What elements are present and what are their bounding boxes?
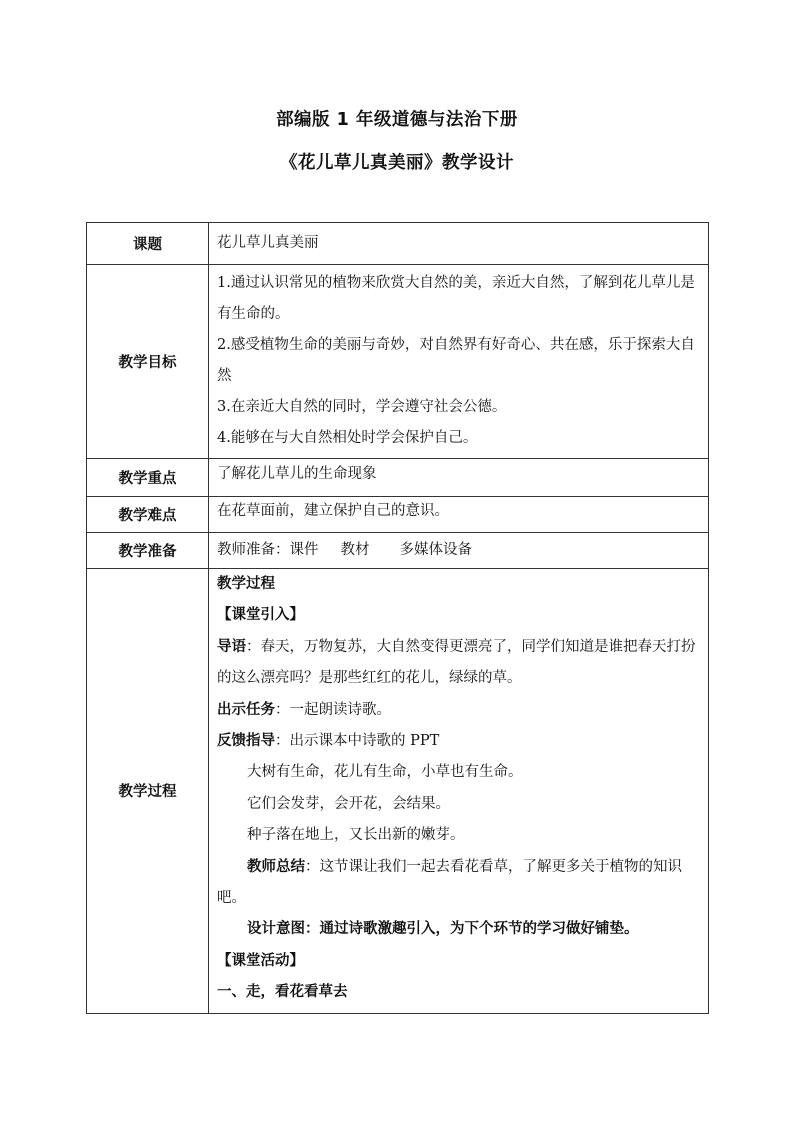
prep-item: 教师准备：课件 xyxy=(217,542,319,558)
prep-item: 多媒体设备 xyxy=(399,542,472,558)
row-topic xyxy=(87,223,709,265)
row-process xyxy=(87,569,709,1014)
value-process xyxy=(209,569,709,1014)
objective-item: 2.感受植物生命的美丽与奇妙，对自然界有好奇心、共在感，乐于探索大自然 xyxy=(217,337,695,384)
activity-heading: 一、走，看花看草去 xyxy=(217,984,348,1001)
poem-line: 大树有生命，花儿有生命，小草也有生命。 xyxy=(247,764,523,781)
label-topic: 课题 xyxy=(87,223,209,265)
value-preparation xyxy=(209,533,709,569)
poem-line: 种子落在地上，又长出新的嫩芽。 xyxy=(247,827,465,844)
label-difficulty: 教学难点 xyxy=(87,497,209,533)
label-preparation: 教学准备 xyxy=(87,533,209,569)
row-difficulty xyxy=(87,497,709,533)
row-key-point xyxy=(87,459,709,497)
objective-item: 1.通过认识常见的植物来欣赏大自然的美，亲近大自然，了解到花儿草儿是有生命的。 xyxy=(217,275,695,322)
feedback-paragraph: 反馈指导：出示课本中诗歌的 PPT xyxy=(217,733,440,750)
summary-paragraph: 教师总结：这节课让我们一起去看花看草，了解更多关于植物的知识吧。 xyxy=(217,858,682,907)
value-difficulty: 在花草面前，建立保护自己的意识。 xyxy=(209,497,709,533)
document-title-line1: 部编版 1 年级道德与法治下册 xyxy=(276,110,518,130)
value-topic: 花儿草儿真美丽 xyxy=(209,223,709,265)
lesson-plan-table xyxy=(86,222,709,1014)
label-objectives: 教学目标 xyxy=(87,265,209,459)
document-title-line2: 《花儿草儿真美丽》教学设计 xyxy=(280,153,514,173)
section-heading: 【课堂引入】 xyxy=(217,607,304,624)
row-objectives xyxy=(87,265,709,459)
prep-item: 教材 xyxy=(340,542,370,558)
row-preparation xyxy=(87,533,709,569)
value-objectives xyxy=(209,265,709,459)
objective-item: 4.能够在与大自然相处时学会保护自己。 xyxy=(217,430,478,446)
label-process: 教学过程 xyxy=(87,569,209,1014)
value-key-point: 了解花儿草儿的生命现象 xyxy=(209,459,709,497)
poem-line: 它们会发芽，会开花，会结果。 xyxy=(247,795,450,812)
section-heading: 【课堂活动】 xyxy=(217,952,304,969)
guide-paragraph: 导语：春天，万物复苏，大自然变得更漂亮了，同学们知道是谁把春天打扮的这么漂亮吗？是那些红红的花儿，绿绿的草。 xyxy=(217,638,696,687)
process-heading: 教学过程 xyxy=(217,576,275,592)
task-paragraph: 出示任务：一起朗读诗歌。 xyxy=(217,701,391,718)
objective-item: 3.在亲近大自然的同时，学会遵守社会公德。 xyxy=(217,399,507,415)
label-key-point: 教学重点 xyxy=(87,459,209,497)
design-intent: 设计意图：通过诗歌激趣引入，为下个环节的学习做好铺垫。 xyxy=(247,921,639,938)
